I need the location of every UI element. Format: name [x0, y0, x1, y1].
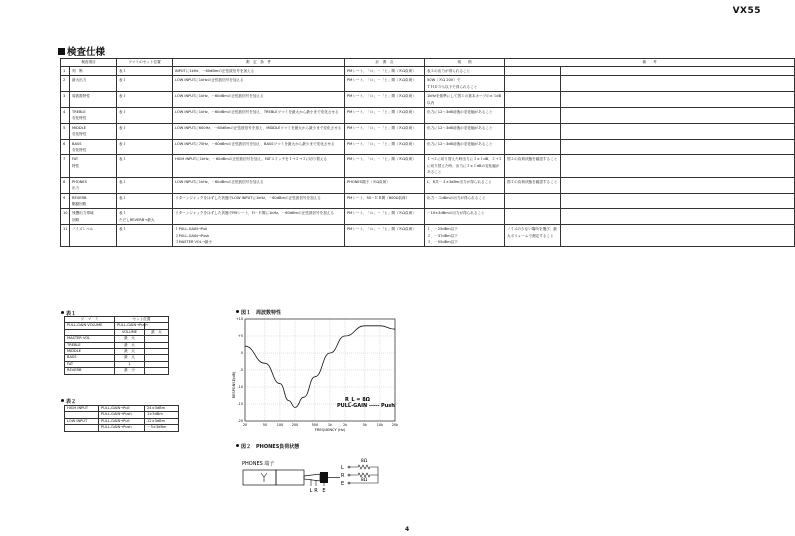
spec-cell: 出力に12～3dB前後の変化幅があること — [425, 139, 505, 155]
spec-cell: PMシート、「ロ」－「ヒ」間（８Ω負荷） — [345, 139, 425, 155]
spec-cell: 出力－３dBmの出力が得られること — [425, 193, 505, 209]
spec-cell: PMシート、「ロ」－「ヒ」間（８Ω負荷） — [345, 225, 425, 247]
table2-row — [65, 425, 179, 431]
spec-cell: 図２の負荷状態を確認すること — [505, 177, 561, 193]
resistor-1-value: 8Ω — [360, 459, 368, 464]
table1-cell: 最 小 — [115, 368, 145, 374]
table1-body — [65, 323, 169, 374]
spec-cell: リターンジャックをはずした状態でLOW INPUTに1kHz、－60dBmの正弦波信号を加える — [173, 193, 345, 209]
spec-cell: 50W（８Ω 20V）で ＴＨＤ５％以下で得られること — [425, 76, 505, 92]
spec-cell-blank — [561, 67, 795, 76]
spec-cell: 4 — [61, 108, 70, 124]
table2-cell: PULL-GAIN→Push — [99, 425, 145, 431]
resistor-2-value: 8Ω — [360, 478, 368, 483]
spec-cell: 7 — [61, 155, 70, 177]
table2-label — [61, 398, 76, 405]
spec-cell: LOW INPUTに1kHz、－60dBmの正弦波信号を加える — [173, 177, 345, 193]
legend-pull-gain: PULL-GAIN ----- Push — [337, 403, 395, 409]
spec-header-point: 計 測 点 — [345, 59, 425, 67]
spec-cell: 2 — [61, 76, 70, 92]
table1-cell: 最 大 — [145, 329, 169, 335]
table1-header-knob: ツ マ ミ — [65, 317, 115, 323]
chart-y-ticks — [236, 317, 243, 423]
spec-cell — [505, 123, 561, 139]
spec-cell-blank — [561, 209, 795, 225]
spec-cell: INPUTに1kHz、－60dBmの正弦波信号を加える — [173, 67, 345, 76]
spec-cell: FAT 特性 — [70, 155, 117, 177]
x-tick-label: 2k — [342, 423, 348, 427]
chart-y-label: RESPONSE(dB) — [232, 371, 236, 399]
spec-cell: 最大出力 — [70, 76, 117, 92]
x-tick-label: 100 — [276, 423, 284, 427]
y-tick-label: +10 — [235, 317, 243, 322]
spec-cell-blank — [561, 123, 795, 139]
spec-header-item: 検査項目 — [61, 59, 117, 67]
y-tick-label: -20 — [237, 419, 243, 424]
spec-header-standard: 規 格 — [425, 59, 505, 67]
bullet-icon — [236, 444, 239, 447]
spec-header-remarks: 備 考 — [505, 59, 795, 67]
bullet-icon — [61, 399, 64, 402]
chart-x-label: FREQUENCY (Hz) — [314, 428, 346, 432]
terminal-l: L — [309, 488, 313, 494]
spec-cell: PHONES端子（８Ω負荷） — [345, 177, 425, 193]
table1-cell: PULL-GAIN→Push — [115, 323, 145, 329]
y-tick-label: -5 — [239, 368, 243, 373]
spec-cell: BASS 変化特性 — [70, 139, 117, 155]
spec-cell: PMシート、「ロ」－「ヒ」間（８Ω負荷） — [345, 155, 425, 177]
spec-cell-blank — [561, 177, 795, 193]
spec-row — [61, 76, 795, 92]
spec-cell: LOW INPUTに1kHz、－60dBmの正弦波信号を加える — [173, 92, 345, 108]
spec-row — [61, 225, 795, 247]
x-tick-label: 500 — [311, 423, 319, 427]
spec-cell: 6 — [61, 139, 70, 155]
response-curve — [245, 326, 395, 408]
table2-cell: PULL-GAIN→Pull — [99, 418, 145, 424]
spec-cell: 表１ — [117, 225, 173, 247]
legend-load: R_L = 8Ω — [345, 397, 370, 403]
spec-cell: 10 — [61, 209, 70, 225]
spec-cell-blank — [561, 193, 795, 209]
square-bullet-icon — [58, 48, 65, 55]
spec-cell — [505, 76, 561, 92]
spec-cell: 判 断 — [70, 67, 117, 76]
amp-icon — [243, 470, 304, 485]
load-terminal-l: L — [341, 465, 344, 471]
spec-table-body — [61, 67, 795, 247]
spec-cell: LOW INPUTに1kHz、－60dBmの正弦波信号を加え、TREBLEツマミを最大から最小まで変化させる — [173, 108, 345, 124]
spec-cell: LOW INPUTに70Hz、－60dBmの正弦波信号を加え、BASSツマミを最大から最少まで変化させる — [173, 139, 345, 155]
spec-cell: PHONES 出力 — [70, 177, 117, 193]
section-title-text: 検査仕様 — [67, 47, 106, 58]
table1-cell: 1 — [115, 361, 145, 367]
spec-cell: 3 — [61, 92, 70, 108]
spec-cell: 表１ — [117, 123, 173, 139]
spec-cell: リターンジャックをはずした状態でPMシート、FI－Ｅ間に1kHz、－60dBmの正弦波信号を加える — [173, 209, 345, 225]
spec-cell: 表１ — [117, 67, 173, 76]
x-tick-label: 20k — [391, 423, 399, 427]
spec-cell: －19±3dBmの出力が得られること — [425, 209, 505, 225]
table1-cell: TREBLE — [65, 342, 115, 348]
jack-label: PHONES 端子 — [242, 461, 275, 467]
y-tick-label: -10 — [237, 385, 243, 390]
spec-cell: 表１ — [117, 76, 173, 92]
x-tick-label: 200 — [291, 423, 299, 427]
x-tick-label: 10k — [376, 423, 384, 427]
spec-cell-blank — [561, 108, 795, 124]
table2-cell: PULL-GAIN→Push — [99, 412, 145, 418]
table1-cell: MASTER VOL — [65, 336, 115, 342]
figure1-label-text: 図１ 周波数特性 — [241, 310, 282, 316]
spec-cell: 8 — [61, 177, 70, 193]
spec-cell-blank — [561, 139, 795, 155]
table2-cell: 12±3dBm — [145, 418, 179, 424]
spec-row — [61, 177, 795, 193]
table1-cell: 最 大 — [115, 342, 145, 348]
spec-cell — [505, 193, 561, 209]
y-tick-label: -15 — [237, 402, 243, 407]
table1-cell: PULL-GAIN VOLUME — [65, 323, 115, 329]
spec-header-row — [61, 59, 795, 67]
table2-cell: －5±3dBm — [145, 425, 179, 431]
spec-cell: １．－25dBm以下 ２．－37dBm以下 ３．－55dBm以下 — [425, 225, 505, 247]
spec-table — [60, 58, 795, 247]
spec-header-knob: ツマミのセット位置 — [117, 59, 173, 67]
terminal-e: E — [322, 488, 326, 494]
spec-cell: 出力に12～3dB前後の変化幅があること — [425, 108, 505, 124]
spec-row — [61, 193, 795, 209]
table1-header-position: セット位置 — [115, 317, 169, 323]
spec-row — [61, 209, 795, 225]
y-tick-label: +5 — [238, 334, 243, 339]
spec-cell: 1 — [61, 67, 70, 76]
chart-x-ticks — [243, 423, 398, 427]
table1-cell — [145, 368, 169, 374]
spec-row — [61, 123, 795, 139]
spec-row — [61, 67, 795, 76]
spec-cell: 表１ — [117, 108, 173, 124]
table2-cell: 24±3dBm — [145, 406, 179, 412]
x-tick-label: 50 — [262, 423, 268, 427]
table2-cell: LOW INPUT — [65, 418, 99, 424]
spec-cell: 図２の負荷状態を確認すること — [505, 155, 561, 177]
x-tick-label: 1k — [327, 423, 333, 427]
spec-cell: LOW INPUTに1kHzの正弦波信号を加える — [173, 76, 345, 92]
spec-cell: 周波数特性 — [70, 92, 117, 108]
table1-cell: MIDDLE — [65, 349, 115, 355]
spec-cell: HIGH INPUTに1kHz、－60dBmの正弦波信号を加え、FATスイッチを１→２→３に切り替える — [173, 155, 345, 177]
spec-cell: 表１ — [117, 155, 173, 177]
spec-cell: PMシート、30－ＥＢ間（600Ω負荷） — [345, 193, 425, 209]
table1-cell: REVERB — [65, 368, 115, 374]
spec-cell: 11 — [61, 225, 70, 247]
spec-cell — [505, 209, 561, 225]
load-terminal-e: E — [341, 481, 345, 487]
figure2-label-text: 図２ PHONES負荷状態 — [241, 444, 300, 450]
spec-cell: 表１ — [117, 139, 173, 155]
phone-plug-icon — [304, 472, 340, 486]
table2-cell: HIGH INPUT — [65, 406, 99, 412]
bullet-icon — [236, 310, 239, 313]
spec-cell: 9 — [61, 193, 70, 209]
spec-cell: ノイズレベル — [70, 225, 117, 247]
bullet-icon — [61, 311, 64, 314]
table2-cell: 1±3dBm — [145, 412, 179, 418]
spec-cell: PMシート、「ロ」－「ヒ」間（８Ω負荷） — [345, 108, 425, 124]
spec-cell: 表１ — [117, 92, 173, 108]
spec-cell: 表１ — [117, 193, 173, 209]
figure2-label — [236, 443, 299, 450]
table1-label-text: 表１ — [66, 311, 77, 317]
table2-cell — [65, 425, 99, 431]
spec-row — [61, 108, 795, 124]
spec-cell: L、R共－４±3dBm出力が得られること — [425, 177, 505, 193]
spec-cell: TREBLE 変化特性 — [70, 108, 117, 124]
spec-cell — [505, 108, 561, 124]
table2 — [64, 405, 179, 432]
table1-row — [65, 368, 169, 374]
model-name: VX55 — [732, 6, 761, 16]
spec-cell: PMシート、「ロ」－「ヒ」間（８Ω負荷） — [345, 92, 425, 108]
spec-cell: PMシート、「ロ」－「ヒ」間（８Ω負荷） — [345, 123, 425, 139]
spec-cell: PMシート、「ロ」－「ヒ」間（８Ω負荷） — [345, 67, 425, 76]
spec-cell: 1kHzを基準にして図１の基本カーブの±３dB以内 — [425, 92, 505, 108]
spec-cell: 5 — [61, 123, 70, 139]
table2-body — [65, 406, 179, 432]
spec-cell: PMシート、「ロ」－「ヒ」間（８Ω負荷） — [345, 209, 425, 225]
spec-row — [61, 139, 795, 155]
spec-cell: REVERB 駆動回路 — [70, 193, 117, 209]
table1-cell: 最 大 — [115, 349, 145, 355]
spec-row — [61, 155, 795, 177]
table1-cell: 最 大 — [115, 355, 145, 361]
spec-cell — [505, 67, 561, 76]
table1-cell: VOLUME — [115, 329, 145, 335]
spec-cell: ノイズの少ない場所を選び、最大ボリュームで測定すること — [505, 225, 561, 247]
frequency-response-chart — [225, 315, 405, 433]
spec-cell: １→２に切り替えた時出力に３±１dB、２→３に切り替えた時、出力に２±１dBの変化幅があること — [425, 155, 505, 177]
table2-label-text: 表２ — [66, 399, 77, 405]
page-number: 4 — [405, 526, 410, 533]
spec-cell — [505, 92, 561, 108]
spec-cell-blank — [561, 225, 795, 247]
y-tick-label: 0 — [240, 351, 243, 356]
table1-cell: BASS — [65, 355, 115, 361]
x-tick-label: 5k — [362, 423, 367, 427]
spec-cell-blank — [561, 76, 795, 92]
section-title — [58, 44, 105, 58]
table2-row — [65, 406, 179, 412]
table2-row — [65, 418, 179, 424]
load-terminal-r: R — [341, 473, 345, 479]
table1-cell: 最 大 — [115, 336, 145, 342]
spec-cell: １PULL-GAIN→Pull ２PULL-GAIN→Push ３MASTER VOL→最小 — [173, 225, 345, 247]
table1-cell: FAT — [65, 361, 115, 367]
spec-cell: 出力に12～3dB前後の変化幅があること — [425, 123, 505, 139]
spec-cell: 表２の出力が得られること — [425, 67, 505, 76]
spec-cell — [505, 139, 561, 155]
spec-cell: 残響出力帯域 回路 — [70, 209, 117, 225]
spec-cell-blank — [561, 155, 795, 177]
spec-cell-blank — [561, 92, 795, 108]
table2-cell: PULL-GAIN→Pull — [99, 406, 145, 412]
spec-row — [61, 92, 795, 108]
phones-load-diagram — [236, 450, 406, 510]
table1 — [64, 316, 169, 375]
spec-cell: 表１ ただしREVERB→最大 — [117, 209, 173, 225]
spec-cell: 表１ — [117, 177, 173, 193]
x-tick-label: 20 — [242, 423, 248, 427]
spec-cell: MIDDLE 変化特性 — [70, 123, 117, 139]
spec-cell: LOW INPUTに600Hz、－60dBmの正弦波信号を加え、MIDDLEツマミを最大から最少まで変化させる — [173, 123, 345, 139]
spec-header-condition: 測 定 条 件 — [173, 59, 345, 67]
terminal-r: R — [314, 488, 318, 494]
spec-cell: PMシート、「ロ」－「ヒ」間（８Ω負荷） — [345, 76, 425, 92]
